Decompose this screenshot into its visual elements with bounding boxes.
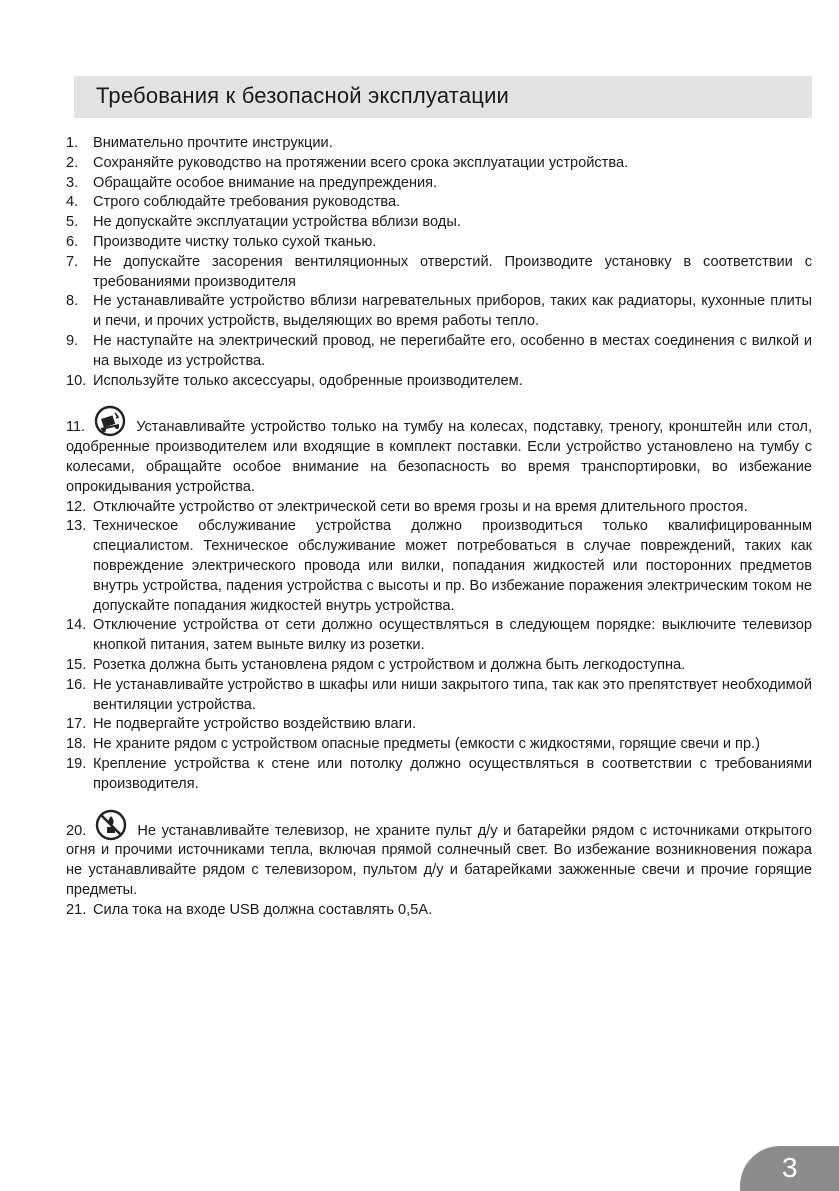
item-number: 20. xyxy=(66,822,87,839)
cart-tip-over-warning-icon xyxy=(93,405,127,437)
item-text: Внимательно прочтите инструкции. xyxy=(93,135,333,151)
list-item xyxy=(66,253,812,293)
list-item xyxy=(66,656,812,676)
no-open-flame-icon xyxy=(94,809,128,841)
list-item xyxy=(66,193,812,213)
item-number: 13. xyxy=(66,518,87,535)
item-text: Не устанавливайте устройство вблизи нагревательных приборов, таких как радиаторы, кухонные плиты и печи, и прочих устройств, выделяющих во время работы тепло. xyxy=(93,293,812,330)
list-item-11 xyxy=(66,405,812,497)
list-item xyxy=(66,332,812,372)
item-number: 2. xyxy=(66,154,79,171)
item-text: Техническое обслуживание устройства должно производиться только квалифицированным специалистом. Техническое обслуживание может потребоваться в случае повреждений, таких как повреждение электрического провода или вилки, попадания жидкостей или посторонних предметов внутрь устройства, падения устройства с высоты и пр. Во избежание поражения электрическим током не допускайте попадания жидкостей внутрь устройства. xyxy=(93,518,812,614)
item-number: 3. xyxy=(66,174,79,191)
item-number: 11. xyxy=(66,419,86,436)
item-number: 18. xyxy=(66,736,87,753)
item-number: 12. xyxy=(66,498,87,515)
page-title: Требования к безопасной эксплуатации xyxy=(96,83,510,108)
item-text: Строго соблюдайте требования руководства. xyxy=(93,194,401,211)
item-text: Не устанавливайте устройство в шкафы или ниши закрытого типа, так как это препятствует необходимой вентиляции устройства. xyxy=(93,676,812,713)
item-number: 19. xyxy=(66,755,87,772)
item-text: Не допускайте засорения вентиляционных отверстий. Производите установку в соответствии с требованиями производителя xyxy=(93,253,812,290)
item-number: 1. xyxy=(66,135,79,151)
list-item xyxy=(66,174,812,194)
list-item xyxy=(66,498,812,518)
item-number: 8. xyxy=(66,293,79,310)
item-text: Не подвергайте устройство воздействию влаги. xyxy=(93,716,417,733)
item-number: 16. xyxy=(66,676,87,693)
list-item xyxy=(66,213,812,233)
list-item xyxy=(66,735,812,755)
item-text: Производите чистку только сухой тканью. xyxy=(93,233,377,250)
item-text: Сила тока на входе USB должна составлять 0,5А. xyxy=(93,901,433,918)
list-item xyxy=(66,755,812,795)
item-text: Не устанавливайте телевизор, не храните пульт д/у и батарейки рядом с источниками открытого огня и прочими источниками тепла, включая прямой солнечный свет. Во избежание возникновения пожара не устанавливайте рядом с телевизором, пультом д/у и батарейками зажженные свечи и прочие горящие предметы. xyxy=(66,822,812,898)
item-number: 6. xyxy=(66,233,79,250)
item-text: Устанавливайте устройство только на тумбу на колесах, подставку, треногу, кронштейн или стол, одобренные производителем или входящие в комплект поставки. Если устройство установлено на тумбу с колесами, обращайте особое внимание на безопасность во время транспортировки, во избежание опрокидывания устройства. xyxy=(66,419,813,495)
list-item xyxy=(66,372,812,392)
item-text: Не наступайте на электрический провод, не перегибайте его, особенно в местах соединения с вилкой и на выходе из устройства. xyxy=(93,332,812,369)
list-item xyxy=(66,233,812,253)
item-number: 5. xyxy=(66,214,79,231)
page-number: 3 xyxy=(782,1152,798,1183)
list-item-20 xyxy=(66,809,812,901)
item-text: Отключайте устройство от электрической сети во время грозы и на время длительного простоя. xyxy=(93,498,748,515)
item-number: 15. xyxy=(66,656,87,673)
item-number: 17. xyxy=(66,716,87,733)
item-text: Обращайте особое внимание на предупреждения. xyxy=(93,174,438,191)
item-text: Используйте только аксессуары, одобренные производителем. xyxy=(93,372,523,389)
list-item xyxy=(66,292,812,332)
item-number: 10. xyxy=(66,372,87,389)
list-item xyxy=(66,134,812,154)
item-number: 4. xyxy=(66,194,79,211)
list-item xyxy=(66,676,812,716)
item-number: 7. xyxy=(66,253,79,270)
item-text: Не допускайте эксплуатации устройства вблизи воды. xyxy=(93,214,461,231)
safety-instructions xyxy=(66,134,812,920)
item-text: Розетка должна быть установлена рядом с устройством и должна быть легкодоступна. xyxy=(93,656,686,673)
list-item xyxy=(66,154,812,174)
page-number-tab xyxy=(740,1146,839,1191)
list-item xyxy=(66,517,812,616)
item-text: Отключение устройства от сети должно осуществляться в следующем порядке: выключите телевизор кнопкой питания, затем выньте вилку из розетки. xyxy=(93,617,812,654)
item-text: Крепление устройства к стене или потолку должно осуществляться в соответствии с требованиями производителя. xyxy=(93,755,812,792)
item-number: 21. xyxy=(66,901,87,918)
item-text: Не храните рядом с устройством опасные предметы (емкости с жидкостями, горящие свечи и пр.) xyxy=(93,736,760,753)
item-text: Сохраняйте руководство на протяжении всего срока эксплуатации устройства. xyxy=(93,154,629,171)
list-item xyxy=(66,715,812,735)
header-band xyxy=(74,76,812,118)
item-number: 9. xyxy=(66,332,79,349)
item-number: 14. xyxy=(66,617,87,634)
list-item xyxy=(66,901,812,921)
list-item xyxy=(66,616,812,656)
